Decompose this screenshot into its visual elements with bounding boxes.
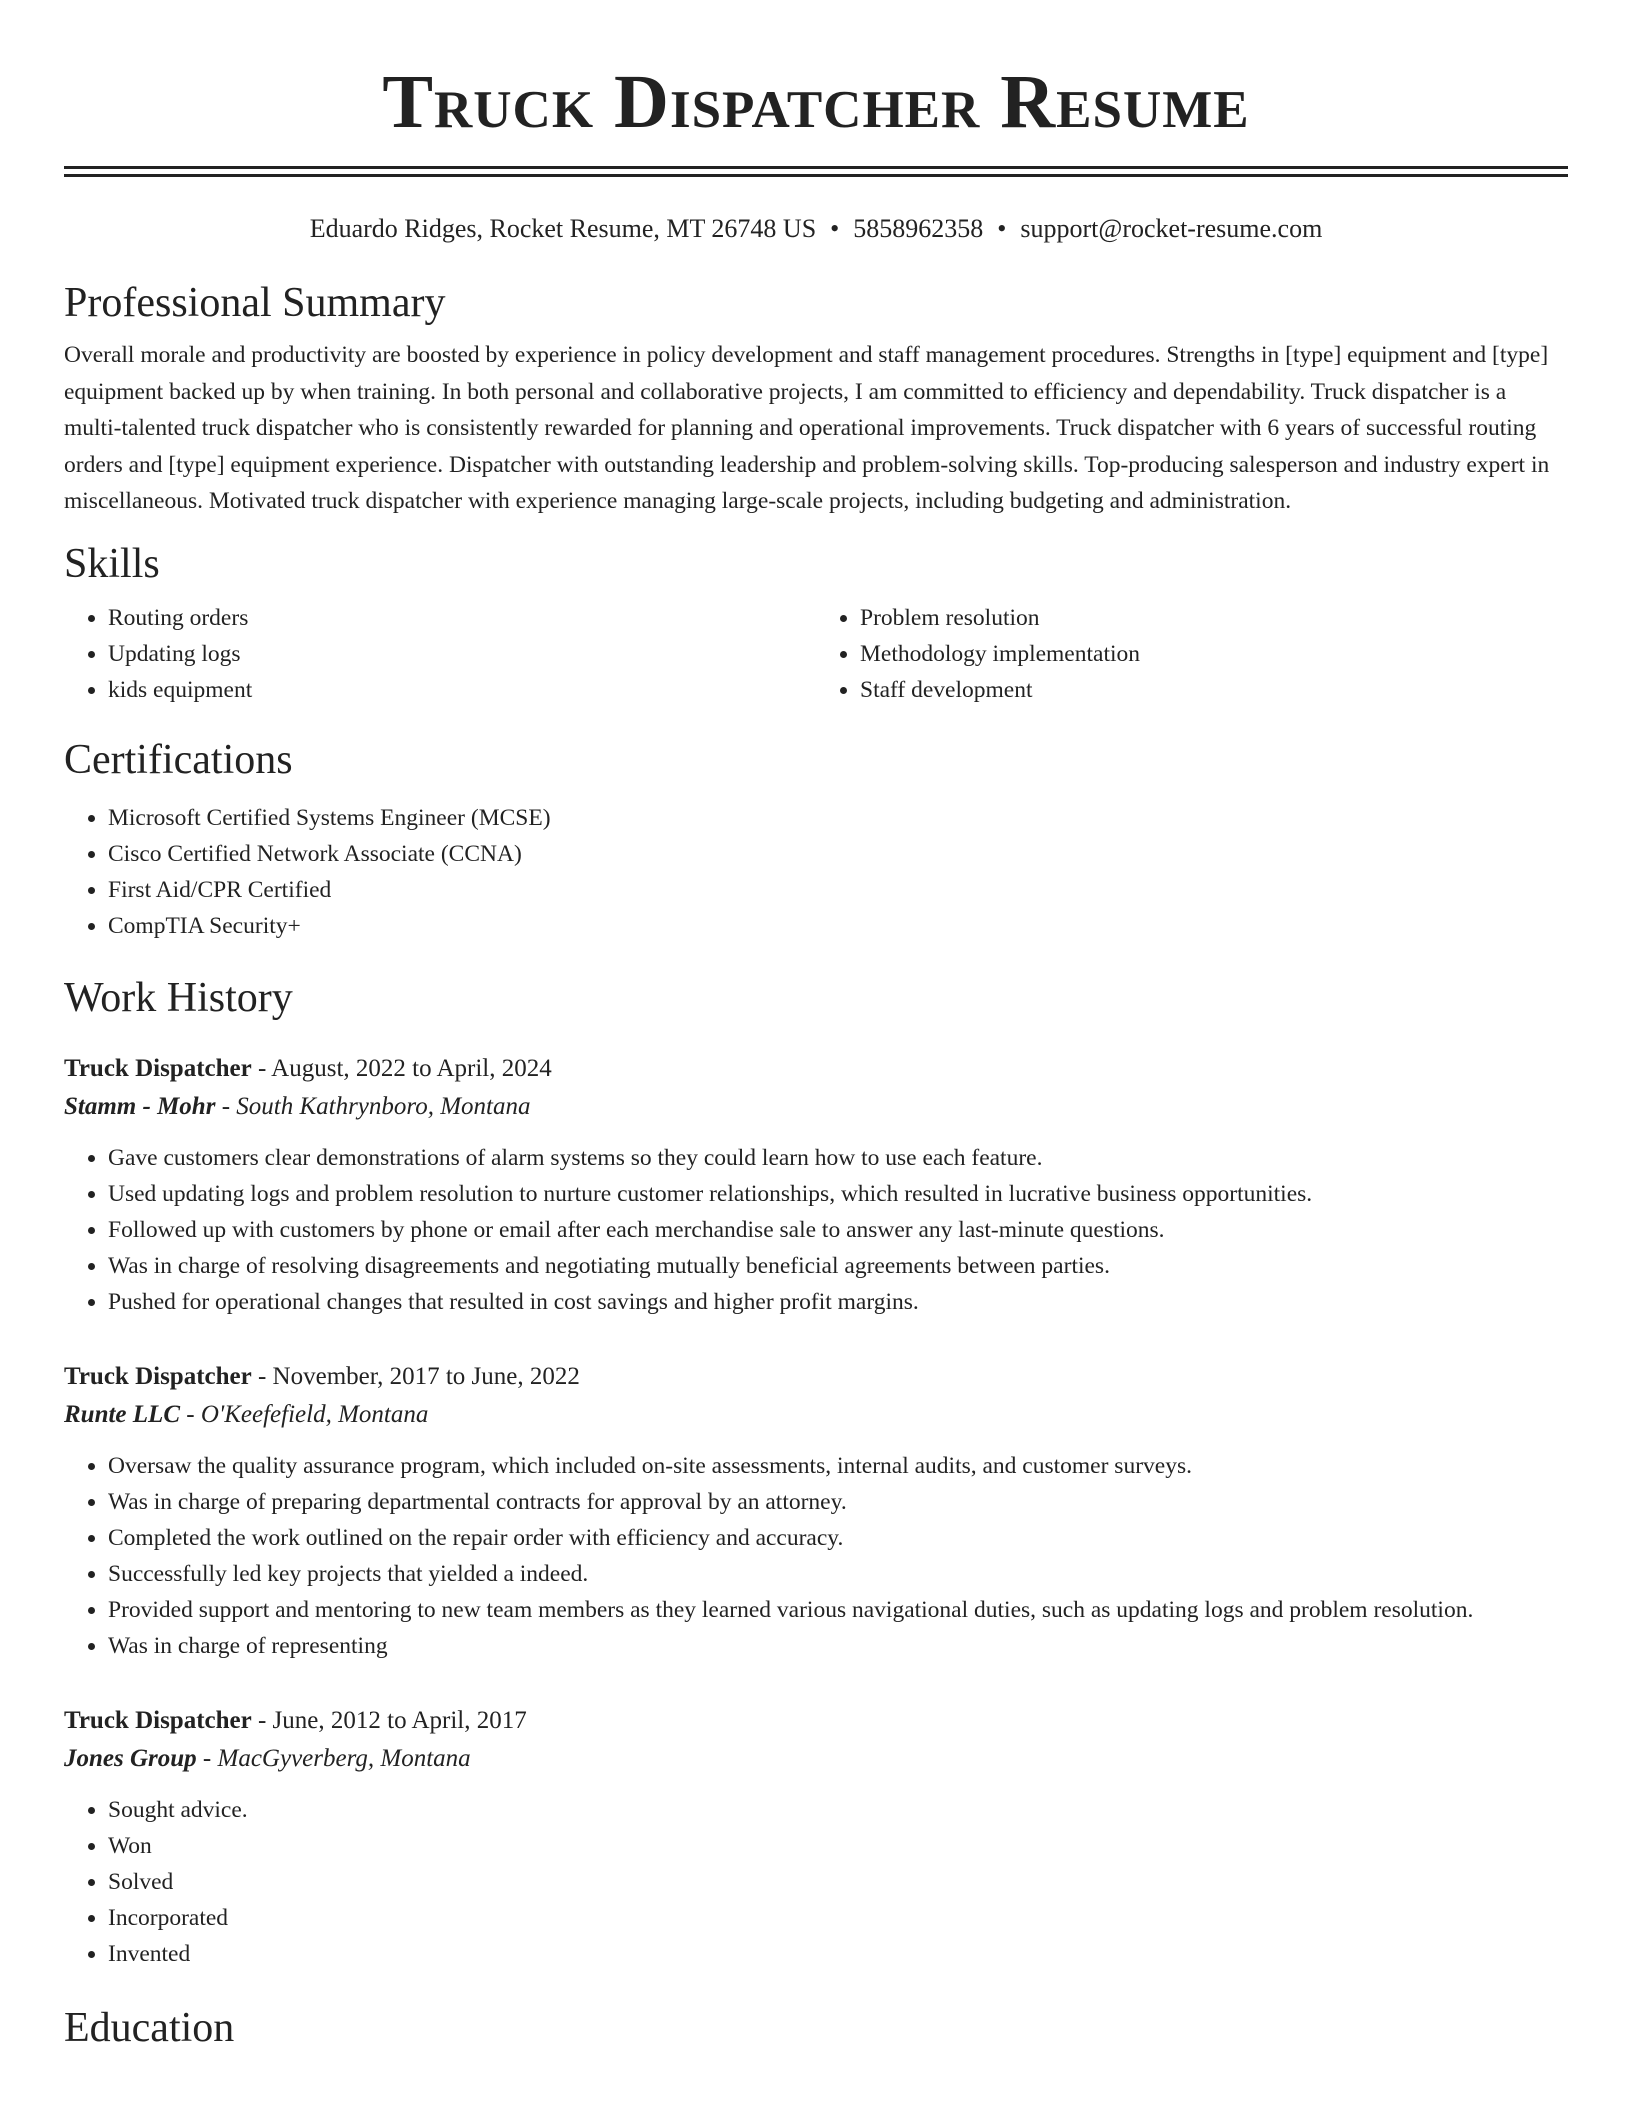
job-dates: - November, 2017 to June, 2022 [251, 1362, 580, 1390]
job-bullet: • Was in charge of representing [108, 1628, 1568, 1664]
certifications-heading: Certifications [64, 736, 293, 783]
job-dates: - August, 2022 to April, 2024 [251, 1054, 552, 1082]
skill-item: • Routing orders [108, 600, 816, 636]
skills-section [64, 538, 1568, 708]
contact-email: support@rocket-resume.com [1020, 214, 1323, 243]
skills-heading: Skills [64, 540, 160, 587]
employer-line [64, 1740, 1568, 1778]
contact-line [64, 211, 1568, 247]
skill-item: • kids equipment [108, 672, 816, 708]
contact-separator: • [997, 214, 1007, 243]
certification-item: • First Aid/CPR Certified [108, 872, 1568, 908]
job-bullet: • Incorporated [108, 1900, 1568, 1936]
job-title-line [64, 1702, 1568, 1740]
job-bullet: • Was in charge of resolving disagreements and negotiating mutually beneficial agreements between parties. [108, 1248, 1568, 1284]
summary-section [64, 277, 1568, 520]
employer-location: - O'Keefefield, Montana [180, 1400, 429, 1428]
certifications-list [64, 800, 1568, 944]
job-bullet: • Pushed for operational changes that resulted in cost savings and higher profit margins. [108, 1284, 1568, 1320]
skills-list-left [64, 600, 816, 708]
certification-item: • Cisco Certified Network Associate (CCNA) [108, 836, 1568, 872]
resume-title: Truck Dispatcher Resume [382, 60, 1250, 144]
job-bullet: • Followed up with customers by phone or email after each merchandise sale to answer any last-minute questions. [108, 1212, 1568, 1248]
job-bullets [64, 1792, 1568, 1972]
job-bullet: • Won [108, 1828, 1568, 1864]
job-bullet: • Successfully led key projects that yielded a indeed. [108, 1556, 1568, 1592]
education-section [64, 2002, 1568, 2054]
summary-text: Overall morale and productivity are boosted by experience in policy development and staff management procedures. Strengths in [type] equipment and [type] equipment backed up by when training. In both personal and collaborative projects, I am committed to efficiency and dependability. Truck dispatcher is a multi-talented truck dispatcher who is consistently rewarded for planning and operational improvements. Truck dispatcher with 6 years of successful routing orders and [type] equipment experience. Dispatcher with outstanding leadership and problem-solving skills. Top-producing salesperson and industry expert in miscellaneous. Motivated truck dispatcher with experience managing large-scale projects, including budgeting and administration. [64, 342, 1550, 514]
job-bullet: • Provided support and mentoring to new team members as they learned various navigational duties, such as updating logs and problem resolution. [108, 1592, 1568, 1628]
employer-line [64, 1088, 1568, 1126]
education-heading: Education [64, 2004, 235, 2051]
employer-name: Runte LLC [64, 1400, 180, 1428]
skill-item: • Updating logs [108, 636, 816, 672]
contact-address: Eduardo Ridges, Rocket Resume, MT 26748 US [309, 214, 817, 243]
employer-name: Jones Group [64, 1744, 197, 1772]
summary-heading: Professional Summary [64, 280, 446, 326]
job-title: Truck Dispatcher [64, 1054, 252, 1082]
skills-list-right [816, 600, 1568, 708]
job-bullet: • Was in charge of preparing departmental contracts for approval by an attorney. [108, 1484, 1568, 1520]
job-bullet: • Used updating logs and problem resolution to nurture customer relationships, which resulted in lucrative business opportunities. [108, 1176, 1568, 1212]
skill-item: • Problem resolution [860, 600, 1568, 636]
contact-separator: • [830, 214, 840, 243]
job-bullets [64, 1448, 1568, 1664]
certification-item: • Microsoft Certified Systems Engineer (MCSE) [108, 800, 1568, 836]
job-bullets [64, 1140, 1568, 1320]
employer-line [64, 1396, 1568, 1434]
contact-phone: 5858962358 [853, 214, 984, 243]
employer-location: - MacGyverberg, Montana [196, 1744, 471, 1772]
job-title-line [64, 1050, 1568, 1088]
job-bullet: • Invented [108, 1936, 1568, 1972]
job-entry [64, 1702, 1568, 1972]
certifications-section [64, 734, 1568, 944]
work-history-heading: Work History [64, 974, 293, 1021]
employer-name: Stamm - Mohr [64, 1092, 216, 1120]
job-title: Truck Dispatcher [64, 1706, 252, 1734]
job-bullet: • Sought advice. [108, 1792, 1568, 1828]
job-entry [64, 1050, 1568, 1320]
skill-item: • Staff development [860, 672, 1568, 708]
work-history-section [64, 972, 1568, 1972]
certification-item: • CompTIA Security+ [108, 908, 1568, 944]
employer-location: - South Kathrynboro, Montana [215, 1092, 531, 1120]
job-bullet: • Completed the work outlined on the repair order with efficiency and accuracy. [108, 1520, 1568, 1556]
skills-columns [64, 600, 1568, 708]
job-bullet: • Oversaw the quality assurance program, which included on-site assessments, internal audits, and customer surveys. [108, 1448, 1568, 1484]
job-title-line [64, 1358, 1568, 1396]
job-title: Truck Dispatcher [64, 1362, 252, 1390]
job-dates: - June, 2012 to April, 2017 [251, 1706, 527, 1734]
title-divider [64, 166, 1568, 177]
job-entry [64, 1358, 1568, 1664]
job-bullet: • Gave customers clear demonstrations of alarm systems so they could learn how to use each feature. [108, 1140, 1568, 1176]
skill-item: • Methodology implementation [860, 636, 1568, 672]
job-bullet: • Solved [108, 1864, 1568, 1900]
